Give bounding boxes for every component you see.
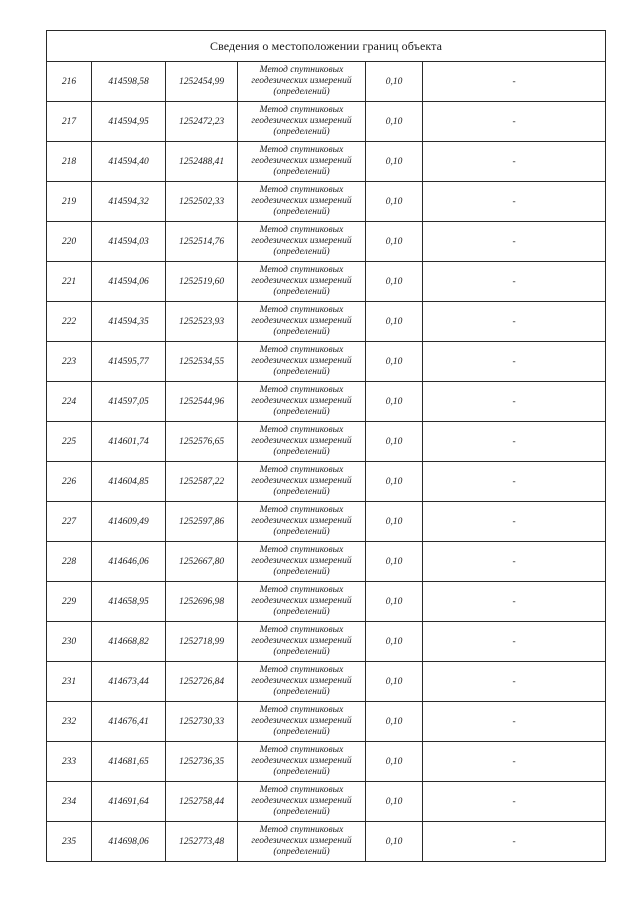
coordinate-x-cell: 414691,64 xyxy=(92,782,166,822)
method-line: Метод спутниковых xyxy=(259,105,344,115)
method-line: Метод спутниковых xyxy=(259,705,344,715)
coordinate-x-cell: 414681,65 xyxy=(92,742,166,782)
coordinate-y-cell: 1252597,86 xyxy=(166,502,238,542)
coordinate-x-cell: 414658,95 xyxy=(92,582,166,622)
note-cell: - xyxy=(423,662,606,702)
note-cell: - xyxy=(423,382,606,422)
note-cell: - xyxy=(423,782,606,822)
coordinate-x-cell: 414676,41 xyxy=(92,702,166,742)
note-cell: - xyxy=(423,822,606,862)
accuracy-cell: 0,10 xyxy=(366,782,423,822)
method-line: Метод спутниковых xyxy=(259,785,344,795)
point-number-cell: 229 xyxy=(47,582,92,622)
coordinate-x-cell: 414598,58 xyxy=(92,62,166,102)
table-row xyxy=(47,622,606,662)
method-line: (определений) xyxy=(273,287,330,297)
method-cell xyxy=(238,822,366,862)
table-row xyxy=(47,782,606,822)
method-line: (определений) xyxy=(273,87,330,97)
point-number-cell: 226 xyxy=(47,462,92,502)
point-number-cell: 224 xyxy=(47,382,92,422)
method-line: Метод спутниковых xyxy=(259,145,344,155)
coordinate-x-cell: 414601,74 xyxy=(92,422,166,462)
coordinate-x-cell: 414594,35 xyxy=(92,302,166,342)
method-line: Метод спутниковых xyxy=(259,185,344,195)
method-line: геодезических измерений xyxy=(251,636,352,646)
table-row xyxy=(47,142,606,182)
note-cell: - xyxy=(423,542,606,582)
method-line: геодезических измерений xyxy=(251,716,352,726)
note-cell: - xyxy=(423,302,606,342)
method-line: геодезических измерений xyxy=(251,356,352,366)
method-line: геодезических измерений xyxy=(251,796,352,806)
coordinate-y-cell: 1252472,23 xyxy=(166,102,238,142)
coordinate-y-cell: 1252718,99 xyxy=(166,622,238,662)
coordinate-x-cell: 414594,95 xyxy=(92,102,166,142)
point-number-cell: 235 xyxy=(47,822,92,862)
coordinate-x-cell: 414597,05 xyxy=(92,382,166,422)
method-line: Метод спутниковых xyxy=(259,545,344,555)
method-line: Метод спутниковых xyxy=(259,825,344,835)
table-row xyxy=(47,222,606,262)
coordinate-x-cell: 414604,85 xyxy=(92,462,166,502)
coordinate-x-cell: 414594,40 xyxy=(92,142,166,182)
method-line: геодезических измерений xyxy=(251,316,352,326)
note-cell: - xyxy=(423,702,606,742)
coordinate-y-cell: 1252534,55 xyxy=(166,342,238,382)
point-number-cell: 234 xyxy=(47,782,92,822)
point-number-cell: 221 xyxy=(47,262,92,302)
note-cell: - xyxy=(423,222,606,262)
coordinate-y-cell: 1252488,41 xyxy=(166,142,238,182)
method-cell xyxy=(238,222,366,262)
accuracy-cell: 0,10 xyxy=(366,702,423,742)
method-line: (определений) xyxy=(273,407,330,417)
coordinate-y-cell: 1252576,65 xyxy=(166,422,238,462)
accuracy-cell: 0,10 xyxy=(366,422,423,462)
method-line: (определений) xyxy=(273,687,330,697)
table-row xyxy=(47,382,606,422)
method-line: геодезических измерений xyxy=(251,436,352,446)
coordinate-y-cell: 1252514,76 xyxy=(166,222,238,262)
boundary-coordinates-table xyxy=(46,30,606,862)
coordinate-y-cell: 1252454,99 xyxy=(166,62,238,102)
method-line: Метод спутниковых xyxy=(259,505,344,515)
method-line: Метод спутниковых xyxy=(259,425,344,435)
note-cell: - xyxy=(423,142,606,182)
note-cell: - xyxy=(423,502,606,542)
method-cell xyxy=(238,542,366,582)
method-cell xyxy=(238,382,366,422)
table-row xyxy=(47,342,606,382)
point-number-cell: 222 xyxy=(47,302,92,342)
method-cell xyxy=(238,742,366,782)
accuracy-cell: 0,10 xyxy=(366,262,423,302)
method-cell xyxy=(238,422,366,462)
note-cell: - xyxy=(423,742,606,782)
method-line: (определений) xyxy=(273,807,330,817)
accuracy-cell: 0,10 xyxy=(366,462,423,502)
method-cell xyxy=(238,142,366,182)
method-line: Метод спутниковых xyxy=(259,305,344,315)
accuracy-cell: 0,10 xyxy=(366,742,423,782)
accuracy-cell: 0,10 xyxy=(366,382,423,422)
point-number-cell: 218 xyxy=(47,142,92,182)
note-cell: - xyxy=(423,462,606,502)
note-cell: - xyxy=(423,182,606,222)
method-line: (определений) xyxy=(273,847,330,857)
method-line: геодезических измерений xyxy=(251,116,352,126)
point-number-cell: 230 xyxy=(47,622,92,662)
table-row xyxy=(47,422,606,462)
note-cell: - xyxy=(423,422,606,462)
method-line: геодезических измерений xyxy=(251,236,352,246)
method-line: (определений) xyxy=(273,647,330,657)
coordinate-y-cell: 1252736,35 xyxy=(166,742,238,782)
accuracy-cell: 0,10 xyxy=(366,62,423,102)
method-line: Метод спутниковых xyxy=(259,745,344,755)
point-number-cell: 223 xyxy=(47,342,92,382)
point-number-cell: 233 xyxy=(47,742,92,782)
coordinate-x-cell: 414594,06 xyxy=(92,262,166,302)
method-line: геодезических измерений xyxy=(251,196,352,206)
table-row xyxy=(47,302,606,342)
table-row xyxy=(47,182,606,222)
coordinate-y-cell: 1252667,80 xyxy=(166,542,238,582)
method-line: Метод спутниковых xyxy=(259,465,344,475)
method-cell xyxy=(238,782,366,822)
method-line: Метод спутниковых xyxy=(259,585,344,595)
table-row xyxy=(47,542,606,582)
method-line: геодезических измерений xyxy=(251,596,352,606)
method-line: (определений) xyxy=(273,247,330,257)
accuracy-cell: 0,10 xyxy=(366,302,423,342)
accuracy-cell: 0,10 xyxy=(366,542,423,582)
table-row xyxy=(47,62,606,102)
note-cell: - xyxy=(423,622,606,662)
method-line: (определений) xyxy=(273,727,330,737)
coordinate-x-cell: 414609,49 xyxy=(92,502,166,542)
accuracy-cell: 0,10 xyxy=(366,622,423,662)
coordinate-x-cell: 414668,82 xyxy=(92,622,166,662)
method-line: (определений) xyxy=(273,327,330,337)
coordinate-y-cell: 1252696,98 xyxy=(166,582,238,622)
table-row xyxy=(47,662,606,702)
coordinate-y-cell: 1252587,22 xyxy=(166,462,238,502)
coordinate-y-cell: 1252544,96 xyxy=(166,382,238,422)
method-line: (определений) xyxy=(273,207,330,217)
accuracy-cell: 0,10 xyxy=(366,822,423,862)
table-body xyxy=(47,62,606,862)
method-line: геодезических измерений xyxy=(251,76,352,86)
method-cell xyxy=(238,702,366,742)
method-line: (определений) xyxy=(273,167,330,177)
method-line: геодезических измерений xyxy=(251,396,352,406)
table-row xyxy=(47,822,606,862)
method-line: (определений) xyxy=(273,607,330,617)
point-number-cell: 231 xyxy=(47,662,92,702)
point-number-cell: 232 xyxy=(47,702,92,742)
method-line: геодезических измерений xyxy=(251,476,352,486)
method-line: геодезических измерений xyxy=(251,756,352,766)
coordinate-x-cell: 414673,44 xyxy=(92,662,166,702)
method-cell xyxy=(238,502,366,542)
method-cell xyxy=(238,62,366,102)
coordinate-y-cell: 1252773,48 xyxy=(166,822,238,862)
method-cell xyxy=(238,102,366,142)
method-line: геодезических измерений xyxy=(251,156,352,166)
table-row xyxy=(47,102,606,142)
note-cell: - xyxy=(423,342,606,382)
point-number-cell: 225 xyxy=(47,422,92,462)
coordinate-x-cell: 414646,06 xyxy=(92,542,166,582)
table-title: Сведения о местоположении границ объекта xyxy=(47,31,606,62)
method-line: Метод спутниковых xyxy=(259,265,344,275)
table-row xyxy=(47,702,606,742)
point-number-cell: 228 xyxy=(47,542,92,582)
point-number-cell: 227 xyxy=(47,502,92,542)
method-line: Метод спутниковых xyxy=(259,625,344,635)
table-row xyxy=(47,742,606,782)
point-number-cell: 217 xyxy=(47,102,92,142)
accuracy-cell: 0,10 xyxy=(366,182,423,222)
method-line: (определений) xyxy=(273,527,330,537)
coordinate-y-cell: 1252502,33 xyxy=(166,182,238,222)
accuracy-cell: 0,10 xyxy=(366,142,423,182)
note-cell: - xyxy=(423,262,606,302)
method-line: (определений) xyxy=(273,447,330,457)
note-cell: - xyxy=(423,62,606,102)
method-cell xyxy=(238,622,366,662)
table-row xyxy=(47,262,606,302)
method-cell xyxy=(238,182,366,222)
table-row xyxy=(47,502,606,542)
note-cell: - xyxy=(423,582,606,622)
table-row xyxy=(47,582,606,622)
method-cell xyxy=(238,262,366,302)
method-line: (определений) xyxy=(273,767,330,777)
method-line: (определений) xyxy=(273,487,330,497)
method-cell xyxy=(238,342,366,382)
method-line: геодезических измерений xyxy=(251,516,352,526)
method-line: Метод спутниковых xyxy=(259,345,344,355)
method-line: геодезических измерений xyxy=(251,276,352,286)
accuracy-cell: 0,10 xyxy=(366,222,423,262)
coordinate-x-cell: 414594,03 xyxy=(92,222,166,262)
accuracy-cell: 0,10 xyxy=(366,582,423,622)
table-row xyxy=(47,462,606,502)
accuracy-cell: 0,10 xyxy=(366,502,423,542)
accuracy-cell: 0,10 xyxy=(366,102,423,142)
coordinate-y-cell: 1252726,84 xyxy=(166,662,238,702)
method-line: (определений) xyxy=(273,127,330,137)
method-line: (определений) xyxy=(273,567,330,577)
method-line: Метод спутниковых xyxy=(259,385,344,395)
coordinate-y-cell: 1252519,60 xyxy=(166,262,238,302)
method-line: геодезических измерений xyxy=(251,836,352,846)
coordinate-y-cell: 1252730,33 xyxy=(166,702,238,742)
coordinate-x-cell: 414594,32 xyxy=(92,182,166,222)
method-line: геодезических измерений xyxy=(251,676,352,686)
coordinate-y-cell: 1252523,93 xyxy=(166,302,238,342)
method-line: геодезических измерений xyxy=(251,556,352,566)
note-cell: - xyxy=(423,102,606,142)
method-cell xyxy=(238,302,366,342)
point-number-cell: 219 xyxy=(47,182,92,222)
method-cell xyxy=(238,582,366,622)
method-line: Метод спутниковых xyxy=(259,65,344,75)
coordinate-y-cell: 1252758,44 xyxy=(166,782,238,822)
accuracy-cell: 0,10 xyxy=(366,662,423,702)
method-line: Метод спутниковых xyxy=(259,665,344,675)
boundary-table-sheet xyxy=(46,30,605,862)
coordinate-x-cell: 414595,77 xyxy=(92,342,166,382)
method-line: (определений) xyxy=(273,367,330,377)
method-line: Метод спутниковых xyxy=(259,225,344,235)
accuracy-cell: 0,10 xyxy=(366,342,423,382)
coordinate-x-cell: 414698,06 xyxy=(92,822,166,862)
point-number-cell: 216 xyxy=(47,62,92,102)
method-cell xyxy=(238,462,366,502)
method-cell xyxy=(238,662,366,702)
point-number-cell: 220 xyxy=(47,222,92,262)
